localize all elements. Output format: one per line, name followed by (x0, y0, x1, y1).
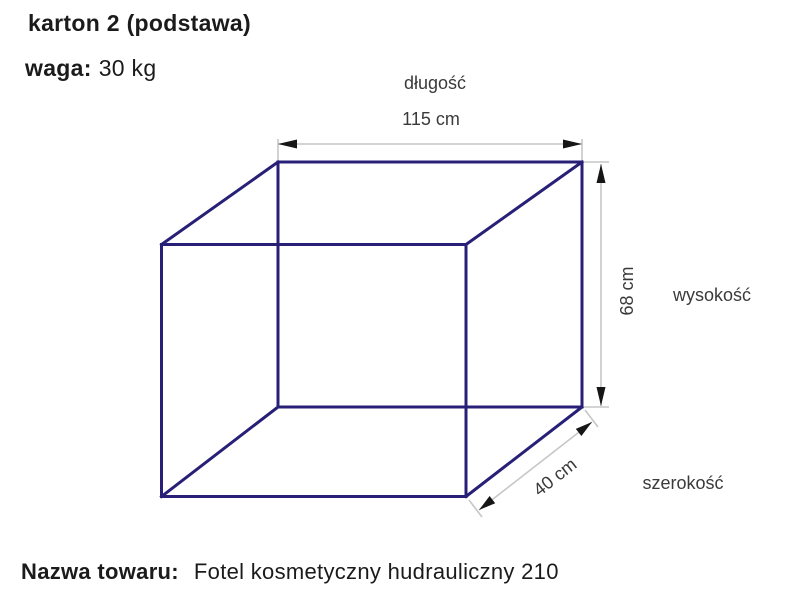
product-name-label: Nazwa towaru: (21, 559, 179, 584)
product-name-line (21, 559, 559, 585)
length-value-label: 115 cm (402, 109, 460, 129)
length-arrow-right-icon (563, 140, 582, 149)
length-arrow-left-icon (278, 140, 297, 149)
box-depth-edges (162, 162, 583, 497)
width-arrow-back-icon (576, 422, 592, 436)
product-name-value: Fotel kosmetyczny hudrauliczny 210 (193, 559, 559, 584)
width-arrow-front-icon (479, 496, 495, 510)
box-back-face (278, 162, 582, 407)
dimension-labels (402, 73, 751, 500)
weight-value: 30 kg (98, 55, 157, 81)
width-value-label: 40 cm (529, 454, 581, 500)
height-name-label: wysokość (672, 285, 752, 305)
length-name-label: długość (403, 73, 467, 93)
width-name-label: szerokość (642, 473, 724, 493)
weight-label: waga: (25, 55, 92, 81)
height-arrow-bottom-icon (597, 387, 606, 406)
height-value-label: 68 cm (617, 266, 637, 316)
page-title: karton 2 (podstawa) (28, 10, 251, 36)
height-arrow-top-icon (597, 164, 606, 183)
dimension-arrowheads (278, 140, 606, 511)
carton-box-wireframe (162, 162, 583, 497)
box-front-face (162, 245, 467, 497)
